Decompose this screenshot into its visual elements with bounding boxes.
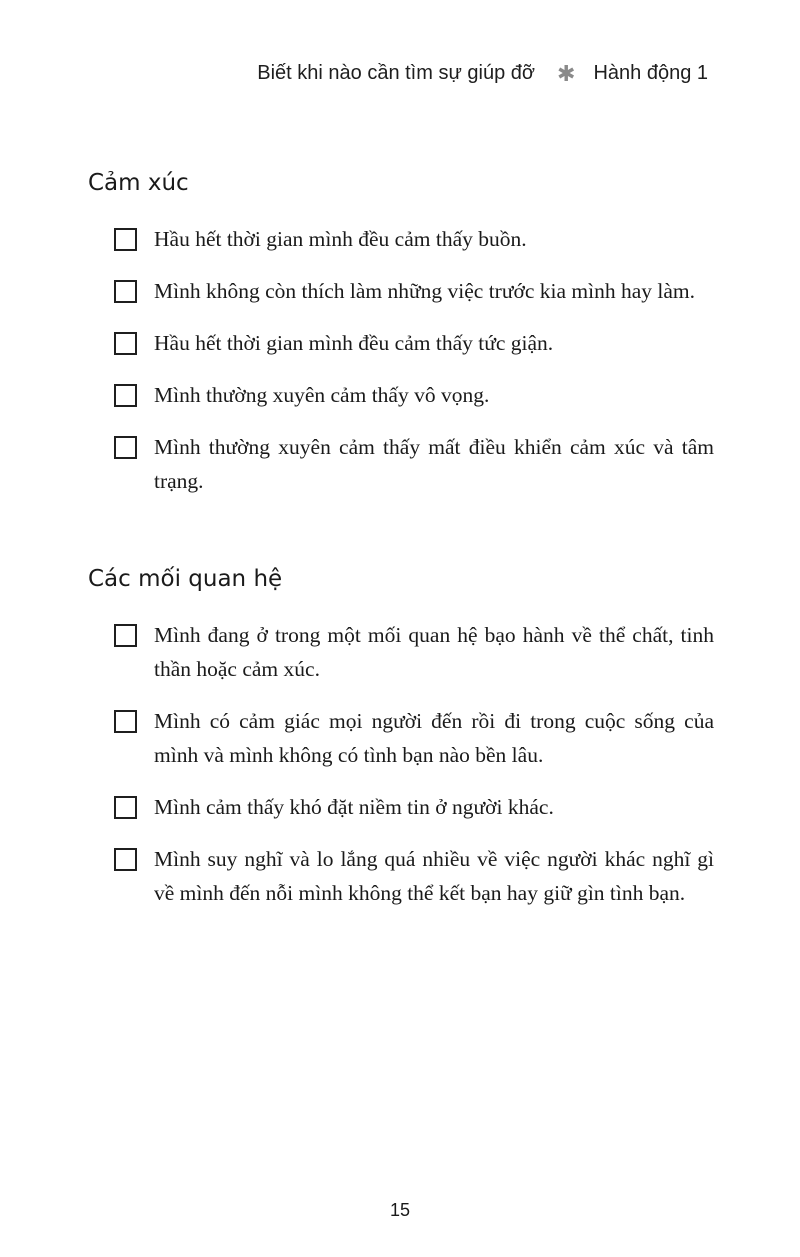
list-item bbox=[114, 378, 714, 412]
running-header bbox=[257, 60, 708, 86]
checkbox[interactable] bbox=[114, 848, 137, 871]
item-text: Mình thường xuyên cảm thấy mất điều khiển cảm xúc và tâm trạng. bbox=[154, 435, 714, 493]
item-text: Hầu hết thời gian mình đều cảm thấy buồn. bbox=[154, 227, 527, 251]
checklist-emotions bbox=[114, 222, 714, 498]
asterisk-icon: ✱ bbox=[557, 61, 576, 86]
checkbox[interactable] bbox=[114, 710, 137, 733]
item-text: Mình suy nghĩ và lo lắng quá nhiều về việc người khác nghĩ gì về mình đến nỗi mình không thể kết bạn hay giữ gìn tình bạn. bbox=[154, 847, 714, 905]
item-text: Mình đang ở trong một mối quan hệ bạo hành về thể chất, tinh thần hoặc cảm xúc. bbox=[154, 623, 714, 681]
item-text: Hầu hết thời gian mình đều cảm thấy tức giận. bbox=[154, 331, 554, 355]
section-title-relationships: Các mối quan hệ bbox=[88, 566, 283, 592]
list-item bbox=[114, 704, 714, 772]
page-number: 15 bbox=[389, 1200, 411, 1220]
item-text: Mình có cảm giác mọi người đến rồi đi trong cuộc sống của mình và mình không có tình bạn nào bền lâu. bbox=[154, 709, 714, 767]
checkbox[interactable] bbox=[114, 228, 137, 251]
list-item bbox=[114, 326, 714, 360]
item-text: Mình cảm thấy khó đặt niềm tin ở người khác. bbox=[154, 795, 554, 819]
section-label: Hành động 1 bbox=[593, 61, 708, 84]
item-text: Mình không còn thích làm những việc trước kia mình hay làm. bbox=[154, 279, 696, 303]
item-text: Mình thường xuyên cảm thấy vô vọng. bbox=[154, 383, 490, 407]
checkbox[interactable] bbox=[114, 796, 137, 819]
checkbox[interactable] bbox=[114, 384, 137, 407]
checkbox[interactable] bbox=[114, 436, 137, 459]
section-title-emotions: Cảm xúc bbox=[88, 170, 189, 196]
chapter-title: Biết khi nào cần tìm sự giúp đỡ bbox=[257, 61, 536, 84]
list-item bbox=[114, 222, 714, 256]
checkbox[interactable] bbox=[114, 624, 137, 647]
list-item bbox=[114, 618, 714, 686]
list-item bbox=[114, 842, 714, 910]
checklist-relationships bbox=[114, 618, 714, 910]
list-item bbox=[114, 274, 714, 308]
list-item bbox=[114, 430, 714, 498]
checkbox[interactable] bbox=[114, 332, 137, 355]
checkbox[interactable] bbox=[114, 280, 137, 303]
list-item bbox=[114, 790, 714, 824]
